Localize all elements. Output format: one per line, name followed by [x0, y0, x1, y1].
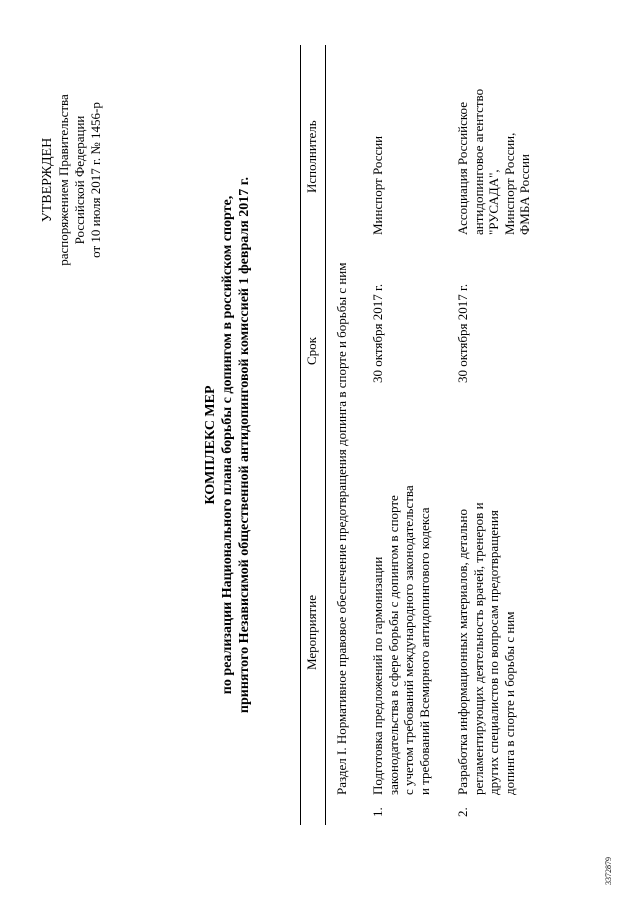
table-header-rule: [325, 45, 326, 825]
row-measure: [370, 395, 432, 795]
section-title: Раздел I. Нормативное правовое обеспечение предотвращения допинга в спорте и борьбы с ним: [334, 262, 349, 795]
table-top-rule: [300, 45, 301, 825]
measure-line: Подготовка предложений по гармонизации: [370, 556, 385, 795]
header-measure: Мероприятие: [304, 595, 319, 670]
measure-line: Разработка информационных материалов, детально: [455, 509, 470, 795]
executor-line: антидопинговое агентство: [470, 88, 486, 235]
approval-line: Российской Федерации: [72, 115, 87, 245]
executor-line: Ассоциация Российское: [455, 102, 470, 235]
document-title: [202, 65, 253, 825]
title-heading: КОМПЛЕКС МЕР: [203, 385, 218, 505]
measure-line: с учетом требований международного законодательства: [401, 485, 416, 795]
executor-line: "РУСАДА",: [486, 169, 501, 235]
title-line: по реализации Национального плана борьбы с допингом в российском спорте,: [220, 195, 235, 695]
approval-line: распоряжением Правительства: [56, 94, 71, 266]
approval-heading: УТВЕРЖДЕН: [40, 137, 55, 223]
approval-block: [40, 65, 104, 295]
executor-line: Минспорт России: [370, 135, 385, 235]
row-number: 1.: [370, 807, 385, 817]
row-deadline: 30 октября 2017 г.: [370, 283, 385, 383]
measure-line: регламентирующих деятельность врачей, тренеров и: [470, 502, 486, 795]
measure-line: и требований Всемирного антидопингового кодекса: [416, 507, 432, 795]
row-executor: [455, 55, 533, 235]
row-executor: [370, 55, 386, 235]
measure-line: других специалистов по вопросам предотвращения: [486, 510, 501, 795]
measure-line: допинга в спорте и борьбы с ним: [501, 611, 517, 795]
header-executor: Исполнитель: [304, 120, 319, 193]
executor-line: ФМБА России: [517, 154, 532, 235]
row-number: 2.: [455, 807, 470, 817]
measure-line: законодательства в сфере борьбы с допингом в спорте: [385, 495, 401, 795]
approval-date: от 10 июля 2017 г. № 1456-р: [88, 102, 103, 258]
row-deadline: 30 октября 2017 г.: [455, 283, 470, 383]
row-measure: [455, 395, 517, 795]
executor-line: Минспорт России,: [501, 132, 517, 235]
title-line: принятого Независимой общественной антидопинговой комиссией 1 февраля 2017 г.: [237, 176, 252, 714]
header-deadline: Срок: [304, 337, 319, 365]
document-id: 3372879: [604, 857, 613, 885]
